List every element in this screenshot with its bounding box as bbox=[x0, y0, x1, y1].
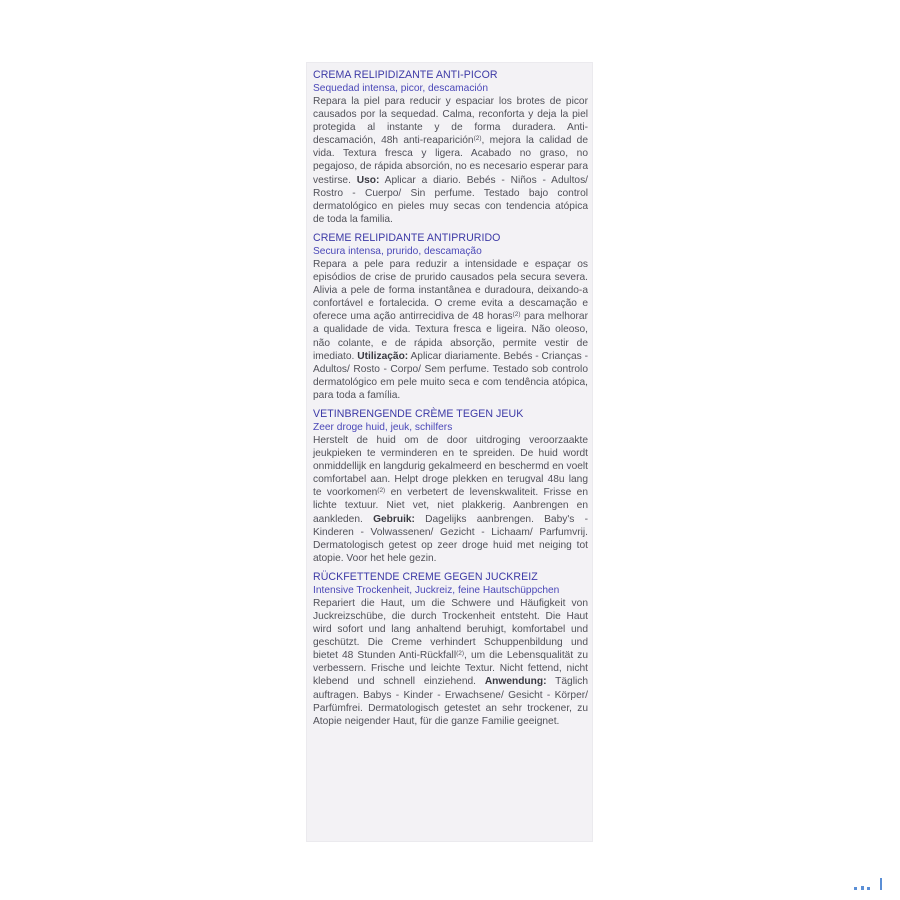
footnote-mark: (2) bbox=[473, 135, 482, 143]
section-title: RÜCKFETTENDE CREME GEGEN JUCKREIZ bbox=[313, 570, 538, 583]
section-de bbox=[313, 571, 588, 728]
section-title: VETINBRENGENDE CRÈME TEGEN JEUK bbox=[313, 407, 524, 420]
section-body bbox=[313, 95, 588, 226]
body-text: Repara a pele para reduzir a intensidade e espaçar os episódios de crise de prurido causados pela secura severa. Alivia a pele de forma instantânea e duradoura, deixando-a confortável e fortalecida. O creme evita a descamação e oferece uma ação antirrecidiva de 48 horas bbox=[313, 258, 588, 323]
leaflet-text bbox=[313, 69, 588, 734]
footnote-mark: (2) bbox=[377, 487, 386, 495]
body-text: Dagelijks aanbrengen. Baby's - Kinderen - Volwassenen/ Gezicht - Lichaam/ Parfumvrij. Dermatologisch getest op zeer droge huid met neiging tot atopie. Voor het hele gezin. bbox=[313, 513, 588, 564]
usage-label: Anwendung: bbox=[484, 676, 547, 688]
body-text: para melhorar a qualidade de vida. Textura fresca e ligeira. Não oleoso, não colante, e de rápida absorção, permite vestir de imediato. bbox=[313, 311, 588, 362]
section-body bbox=[313, 258, 588, 402]
body-text: Aplicar a diario. Bebés - Niños - Adultos/ Rostro - Cuerpo/ Sin perfume. Testado bajo control dermatológico en pieles muy secas con tendencia atópica de toda la familia. bbox=[313, 174, 588, 225]
body-text: Herstelt de huid om de door uitdroging veroorzaakte jeukpieken te verminderen en te spreiden. De huid wordt onmiddellijk en langdurig gekalmeerd en beschermd en voelt comfortabel aan. Helpt droge plekken en terugval 48u lang te voorkomen bbox=[313, 434, 588, 499]
footnote-mark: (2) bbox=[512, 311, 521, 319]
section-body bbox=[313, 434, 588, 565]
section-subtitle: Intensive Trockenheit, Juckreiz, feine Hautschüppchen bbox=[313, 584, 560, 596]
body-text: Repariert die Haut, um die Schwere und Häufigkeit von Juckreizschübe, die durch Trockenheit entsteht. Die Haut wird sofort und lang anhaltend beruhigt, komfortabel und geschützt. Die Creme verhindert Schuppenbildung und bietet 48 Stunden Anti-Rückfall bbox=[313, 597, 588, 662]
body-text: Täglich auftragen. Babys - Kinder - Erwachsene/ Gesicht - Körper/ Parfümfrei. Dermatologisch getestet an sehr trockener, zu Atopie neigender Haut, für die ganze Familie geeignet. bbox=[313, 676, 588, 727]
footnote-mark: (2) bbox=[456, 650, 465, 658]
section-subtitle: Sequedad intensa, picor, descamación bbox=[313, 83, 489, 94]
section-subtitle: Zeer droge huid, jeuk, schilfers bbox=[313, 421, 453, 433]
section-pt bbox=[313, 232, 588, 402]
body-text: Repara la piel para reducir y espaciar los brotes de picor causados por la sequedad. Calma, reconforta y deja la piel protegida al instante y de forma duradera. Anti-descamación, 48h anti-reaparición bbox=[313, 96, 588, 147]
body-text: , mejora la calidad de vida. Textura fresca y ligera. Acabado no graso, no pegajoso, de rápida absorción, no es necesario esperar para vestirse. bbox=[313, 135, 588, 186]
section-es bbox=[313, 69, 588, 226]
usage-label: Uso: bbox=[356, 174, 380, 186]
usage-label: Gebruik: bbox=[373, 513, 415, 525]
section-title: CREME RELIPIDANTE ANTIPRURIDO bbox=[313, 231, 501, 244]
section-nl bbox=[313, 408, 588, 565]
body-text: Aplicar diariamente. Bebés - Crianças - Adultos/ Rosto - Corpo/ Sem perfume. Testado sob controlo dermatológico em pele muito seca e com tendência atópica, para toda a família. bbox=[313, 350, 588, 401]
body-text: en verbetert de levenskwaliteit. Frisse en lichte textuur. Niet vet, niet plakkerig. Aanbrengen en aankleden. bbox=[313, 487, 588, 525]
partial-brand-logo-icon bbox=[853, 876, 887, 892]
section-title: CREMA RELIPIDIZANTE ANTI-PICOR bbox=[313, 69, 498, 81]
usage-label: Utilização: bbox=[357, 350, 409, 362]
section-subtitle: Secura intensa, prurido, descamação bbox=[313, 245, 482, 257]
section-body bbox=[313, 597, 588, 728]
body-text: , um die Lebensqualität zu verbessern. Frische und leichte Textur. Nicht fettend, nicht klebend und schnell einziehend. bbox=[313, 650, 588, 688]
